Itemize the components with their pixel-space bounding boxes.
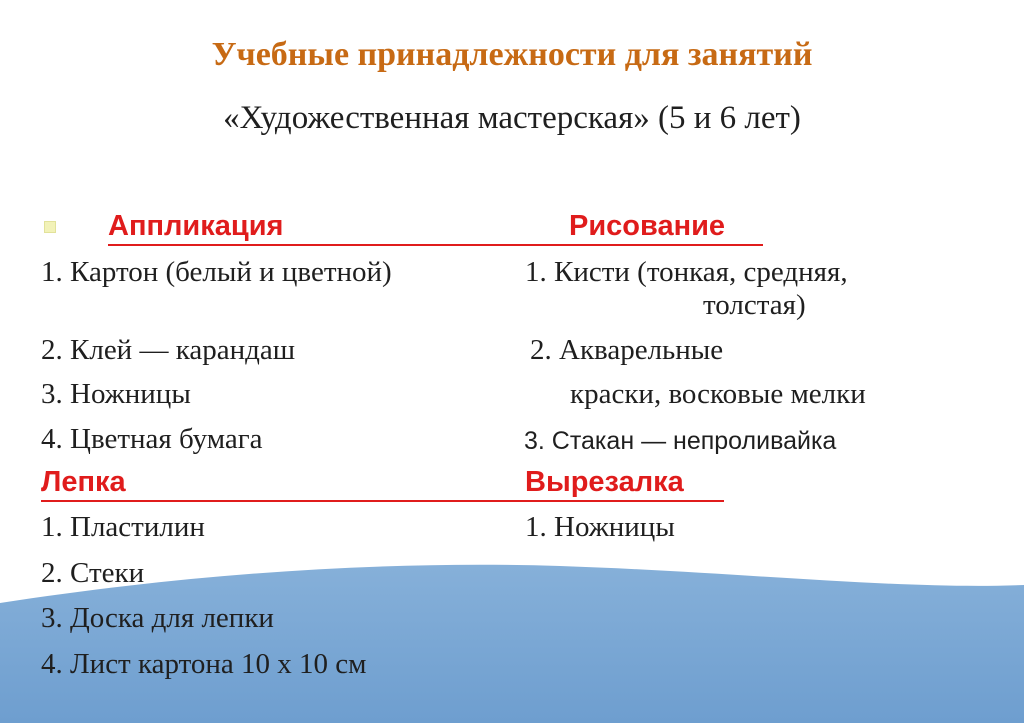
list-item: 2. Стеки — [41, 557, 145, 589]
list-item: 4. Лист картона 10 х 10 см — [41, 648, 367, 680]
heading-risovanie: Рисование — [569, 210, 726, 242]
list-item: 3. Стакан — непроливайка — [524, 427, 837, 455]
heading-lepka: Лепка — [41, 466, 126, 498]
list-item: толстая) — [703, 289, 806, 321]
list-item: 3. Ножницы — [41, 378, 191, 410]
list-item: 1. Картон (белый и цветной) — [41, 256, 392, 288]
list-item: 2. Клей — карандаш — [41, 334, 296, 366]
heading-vyrezalka: Вырезалка — [525, 466, 684, 498]
heading-underline — [108, 244, 763, 246]
title-line-1: Учебные принадлежности для занятий — [211, 36, 813, 73]
list-item: 2. Акварельные — [530, 334, 724, 366]
list-item: краски, восковые мелки — [570, 378, 866, 410]
heading-underline — [41, 500, 724, 502]
list-item: 1. Пластилин — [41, 511, 205, 543]
list-item: 1. Ножницы — [525, 511, 675, 543]
list-item: 3. Доска для лепки — [41, 602, 274, 634]
list-item: 1. Кисти (тонкая, средняя, — [525, 256, 848, 288]
list-item: 4. Цветная бумага — [41, 423, 263, 455]
title-line-2: «Художественная мастерская» (5 и 6 лет) — [223, 100, 801, 136]
bullet-icon — [44, 221, 56, 233]
heading-applikatsiya: Аппликация — [108, 210, 284, 242]
